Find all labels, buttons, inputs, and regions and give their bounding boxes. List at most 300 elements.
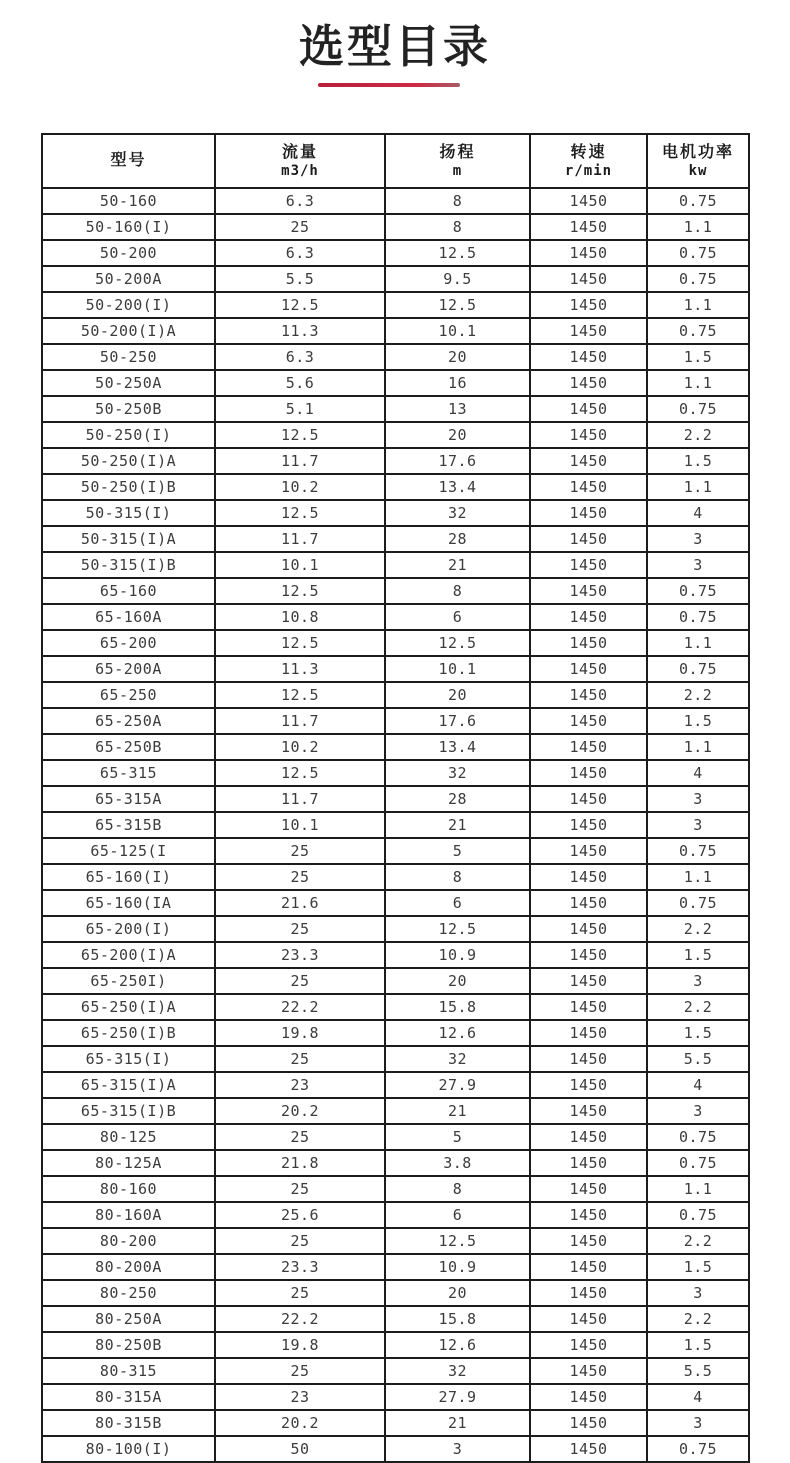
cell-model: 80-160 (42, 1176, 215, 1202)
cell-speed: 1450 (530, 682, 647, 708)
cell-head: 8 (385, 578, 530, 604)
cell-flow: 25 (215, 1046, 385, 1072)
cell-flow: 10.8 (215, 604, 385, 630)
cell-head: 13 (385, 396, 530, 422)
cell-head: 12.5 (385, 292, 530, 318)
col-header-model (42, 134, 215, 188)
cell-speed: 1450 (530, 500, 647, 526)
cell-head: 3 (385, 1436, 530, 1462)
table-row (42, 1436, 749, 1462)
cell-power: 5.5 (647, 1046, 749, 1072)
cell-power: 1.5 (647, 708, 749, 734)
cell-head: 21 (385, 1410, 530, 1436)
table-row (42, 552, 749, 578)
cell-power: 3 (647, 1098, 749, 1124)
cell-flow: 25 (215, 968, 385, 994)
table-row (42, 630, 749, 656)
cell-head: 8 (385, 214, 530, 240)
cell-speed: 1450 (530, 474, 647, 500)
title-underline-accent (318, 83, 460, 87)
cell-model: 50-315(I) (42, 500, 215, 526)
cell-flow: 25 (215, 1124, 385, 1150)
col-header-unit-speed: r/min (564, 162, 613, 179)
table-row (42, 864, 749, 890)
cell-flow: 12.5 (215, 760, 385, 786)
cell-head: 20 (385, 968, 530, 994)
cell-speed: 1450 (530, 1410, 647, 1436)
cell-flow: 25.6 (215, 1202, 385, 1228)
cell-power: 0.75 (647, 1202, 749, 1228)
table-row (42, 240, 749, 266)
cell-power: 1.5 (647, 1332, 749, 1358)
cell-power: 0.75 (647, 604, 749, 630)
cell-model: 80-125A (42, 1150, 215, 1176)
cell-head: 21 (385, 552, 530, 578)
cell-speed: 1450 (530, 1228, 647, 1254)
cell-speed: 1450 (530, 1150, 647, 1176)
cell-speed: 1450 (530, 292, 647, 318)
cell-speed: 1450 (530, 1046, 647, 1072)
cell-model: 80-315 (42, 1358, 215, 1384)
table-row (42, 318, 749, 344)
cell-power: 0.75 (647, 266, 749, 292)
cell-power: 1.1 (647, 370, 749, 396)
cell-flow: 12.5 (215, 682, 385, 708)
cell-flow: 6.3 (215, 188, 385, 214)
cell-flow: 23 (215, 1384, 385, 1410)
cell-speed: 1450 (530, 916, 647, 942)
cell-speed: 1450 (530, 266, 647, 292)
cell-head: 10.1 (385, 318, 530, 344)
cell-speed: 1450 (530, 812, 647, 838)
table-row (42, 292, 749, 318)
cell-flow: 5.6 (215, 370, 385, 396)
cell-speed: 1450 (530, 1332, 647, 1358)
cell-power: 0.75 (647, 1436, 749, 1462)
cell-head: 10.1 (385, 656, 530, 682)
cell-power: 0.75 (647, 838, 749, 864)
cell-speed: 1450 (530, 370, 647, 396)
cell-head: 21 (385, 1098, 530, 1124)
cell-flow: 10.1 (215, 552, 385, 578)
cell-flow: 12.5 (215, 578, 385, 604)
table-row (42, 656, 749, 682)
cell-model: 65-250I) (42, 968, 215, 994)
table-row (42, 1332, 749, 1358)
cell-power: 3 (647, 812, 749, 838)
cell-power: 0.75 (647, 1150, 749, 1176)
cell-flow: 19.8 (215, 1020, 385, 1046)
cell-model: 50-315(I)B (42, 552, 215, 578)
cell-speed: 1450 (530, 1306, 647, 1332)
cell-model: 50-160(I) (42, 214, 215, 240)
cell-speed: 1450 (530, 578, 647, 604)
cell-head: 28 (385, 526, 530, 552)
table-row (42, 1072, 749, 1098)
cell-model: 50-250B (42, 396, 215, 422)
cell-model: 65-250(I)A (42, 994, 215, 1020)
cell-flow: 12.5 (215, 630, 385, 656)
cell-head: 5 (385, 1124, 530, 1150)
cell-head: 20 (385, 344, 530, 370)
cell-speed: 1450 (530, 994, 647, 1020)
cell-power: 0.75 (647, 656, 749, 682)
cell-speed: 1450 (530, 942, 647, 968)
cell-speed: 1450 (530, 864, 647, 890)
cell-flow: 10.2 (215, 474, 385, 500)
table-row (42, 1228, 749, 1254)
cell-flow: 21.8 (215, 1150, 385, 1176)
table-row (42, 916, 749, 942)
col-header-label-power: 电机功率 (661, 143, 734, 161)
cell-power: 4 (647, 760, 749, 786)
table-row (42, 1410, 749, 1436)
cell-speed: 1450 (530, 968, 647, 994)
cell-power: 3 (647, 968, 749, 994)
cell-speed: 1450 (530, 604, 647, 630)
cell-model: 50-315(I)A (42, 526, 215, 552)
cell-flow: 11.7 (215, 526, 385, 552)
cell-flow: 25 (215, 214, 385, 240)
col-header-speed (530, 134, 647, 188)
cell-speed: 1450 (530, 1202, 647, 1228)
cell-speed: 1450 (530, 552, 647, 578)
cell-head: 17.6 (385, 448, 530, 474)
cell-model: 65-200 (42, 630, 215, 656)
cell-power: 1.5 (647, 448, 749, 474)
cell-model: 80-160A (42, 1202, 215, 1228)
cell-head: 6 (385, 890, 530, 916)
cell-speed: 1450 (530, 318, 647, 344)
cell-model: 65-315 (42, 760, 215, 786)
cell-flow: 11.7 (215, 708, 385, 734)
cell-head: 32 (385, 500, 530, 526)
cell-model: 50-200A (42, 266, 215, 292)
cell-model: 80-250B (42, 1332, 215, 1358)
cell-head: 10.9 (385, 1254, 530, 1280)
cell-power: 0.75 (647, 890, 749, 916)
cell-flow: 6.3 (215, 344, 385, 370)
cell-head: 32 (385, 1358, 530, 1384)
cell-power: 0.75 (647, 188, 749, 214)
cell-flow: 22.2 (215, 1306, 385, 1332)
cell-power: 2.2 (647, 1228, 749, 1254)
cell-model: 65-250A (42, 708, 215, 734)
cell-model: 65-200(I) (42, 916, 215, 942)
cell-head: 13.4 (385, 474, 530, 500)
cell-model: 65-160(I) (42, 864, 215, 890)
cell-head: 5 (385, 838, 530, 864)
cell-head: 9.5 (385, 266, 530, 292)
cell-power: 2.2 (647, 422, 749, 448)
table-row (42, 786, 749, 812)
cell-speed: 1450 (530, 656, 647, 682)
cell-head: 8 (385, 864, 530, 890)
col-header-flow (215, 134, 385, 188)
cell-model: 80-315B (42, 1410, 215, 1436)
table-row (42, 448, 749, 474)
cell-model: 65-200(I)A (42, 942, 215, 968)
table-row (42, 812, 749, 838)
col-header-label-speed: 转速 (570, 143, 607, 161)
cell-flow: 25 (215, 1228, 385, 1254)
cell-head: 32 (385, 1046, 530, 1072)
cell-head: 6 (385, 604, 530, 630)
cell-model: 65-200A (42, 656, 215, 682)
cell-power: 1.5 (647, 1254, 749, 1280)
table-row (42, 474, 749, 500)
cell-head: 28 (385, 786, 530, 812)
cell-flow: 11.7 (215, 448, 385, 474)
table-row (42, 1124, 749, 1150)
cell-speed: 1450 (530, 188, 647, 214)
cell-model: 65-160A (42, 604, 215, 630)
cell-model: 80-100(I) (42, 1436, 215, 1462)
cell-flow: 5.5 (215, 266, 385, 292)
cell-speed: 1450 (530, 240, 647, 266)
cell-head: 17.6 (385, 708, 530, 734)
cell-flow: 11.7 (215, 786, 385, 812)
cell-speed: 1450 (530, 734, 647, 760)
cell-head: 12.5 (385, 1228, 530, 1254)
cell-speed: 1450 (530, 708, 647, 734)
cell-speed: 1450 (530, 786, 647, 812)
table-row (42, 1384, 749, 1410)
table-row (42, 1202, 749, 1228)
cell-power: 1.5 (647, 1020, 749, 1046)
table-row (42, 266, 749, 292)
cell-model: 50-250(I)A (42, 448, 215, 474)
table-row (42, 578, 749, 604)
cell-speed: 1450 (530, 1358, 647, 1384)
cell-flow: 10.1 (215, 812, 385, 838)
col-header-label-flow: 流量 (281, 143, 318, 161)
cell-head: 16 (385, 370, 530, 396)
cell-head: 15.8 (385, 994, 530, 1020)
cell-model: 80-250A (42, 1306, 215, 1332)
cell-flow: 25 (215, 838, 385, 864)
cell-speed: 1450 (530, 1384, 647, 1410)
cell-power: 3 (647, 786, 749, 812)
cell-power: 1.1 (647, 292, 749, 318)
cell-speed: 1450 (530, 396, 647, 422)
cell-power: 0.75 (647, 318, 749, 344)
page-title: 选型目录 (298, 21, 491, 72)
table-row (42, 188, 749, 214)
table-row (42, 1098, 749, 1124)
table-row (42, 500, 749, 526)
cell-power: 3 (647, 552, 749, 578)
col-header-unit-power: kw (688, 162, 708, 179)
cell-flow: 25 (215, 916, 385, 942)
cell-model: 50-250(I) (42, 422, 215, 448)
cell-power: 4 (647, 1072, 749, 1098)
cell-speed: 1450 (530, 838, 647, 864)
cell-model: 80-250 (42, 1280, 215, 1306)
cell-flow: 23.3 (215, 1254, 385, 1280)
table-row (42, 396, 749, 422)
cell-model: 65-315(I) (42, 1046, 215, 1072)
cell-power: 1.1 (647, 214, 749, 240)
cell-head: 12.5 (385, 630, 530, 656)
table-row (42, 760, 749, 786)
cell-model: 50-250 (42, 344, 215, 370)
cell-model: 80-125 (42, 1124, 215, 1150)
table-row (42, 734, 749, 760)
table-row (42, 890, 749, 916)
cell-model: 65-250B (42, 734, 215, 760)
cell-speed: 1450 (530, 1254, 647, 1280)
cell-model: 65-250(I)B (42, 1020, 215, 1046)
cell-model: 65-315(I)B (42, 1098, 215, 1124)
table-row (42, 422, 749, 448)
cell-power: 2.2 (647, 916, 749, 942)
cell-power: 1.5 (647, 942, 749, 968)
cell-model: 80-200 (42, 1228, 215, 1254)
cell-head: 8 (385, 1176, 530, 1202)
cell-flow: 6.3 (215, 240, 385, 266)
cell-flow: 19.8 (215, 1332, 385, 1358)
cell-head: 15.8 (385, 1306, 530, 1332)
cell-flow: 22.2 (215, 994, 385, 1020)
cell-flow: 23.3 (215, 942, 385, 968)
cell-model: 65-160 (42, 578, 215, 604)
cell-flow: 11.3 (215, 656, 385, 682)
table-row (42, 1254, 749, 1280)
cell-model: 50-160 (42, 188, 215, 214)
table-row (42, 604, 749, 630)
col-header-power (647, 134, 749, 188)
col-header-unit-flow: m3/h (281, 162, 319, 179)
cell-power: 0.75 (647, 1124, 749, 1150)
cell-speed: 1450 (530, 448, 647, 474)
cell-flow: 20.2 (215, 1098, 385, 1124)
cell-model: 50-200(I) (42, 292, 215, 318)
cell-power: 4 (647, 500, 749, 526)
cell-speed: 1450 (530, 1072, 647, 1098)
cell-flow: 25 (215, 864, 385, 890)
cell-power: 3 (647, 1280, 749, 1306)
cell-flow: 21.6 (215, 890, 385, 916)
cell-head: 20 (385, 1280, 530, 1306)
cell-power: 2.2 (647, 994, 749, 1020)
cell-head: 12.5 (385, 916, 530, 942)
header-row (42, 134, 749, 188)
cell-flow: 20.2 (215, 1410, 385, 1436)
cell-head: 32 (385, 760, 530, 786)
cell-head: 12.6 (385, 1020, 530, 1046)
cell-power: 2.2 (647, 682, 749, 708)
cell-model: 65-160(IA (42, 890, 215, 916)
cell-flow: 5.1 (215, 396, 385, 422)
cell-power: 1.1 (647, 734, 749, 760)
cell-flow: 12.5 (215, 500, 385, 526)
cell-speed: 1450 (530, 890, 647, 916)
cell-flow: 25 (215, 1280, 385, 1306)
table-row (42, 994, 749, 1020)
cell-speed: 1450 (530, 1280, 647, 1306)
cell-power: 3 (647, 526, 749, 552)
table-row (42, 1306, 749, 1332)
cell-power: 1.1 (647, 1176, 749, 1202)
cell-speed: 1450 (530, 760, 647, 786)
cell-head: 8 (385, 188, 530, 214)
cell-speed: 1450 (530, 1098, 647, 1124)
table-header (42, 134, 749, 188)
cell-model: 50-200 (42, 240, 215, 266)
cell-flow: 25 (215, 1358, 385, 1384)
cell-power: 0.75 (647, 396, 749, 422)
cell-model: 65-250 (42, 682, 215, 708)
cell-model: 65-315A (42, 786, 215, 812)
cell-flow: 25 (215, 1176, 385, 1202)
cell-flow: 11.3 (215, 318, 385, 344)
table-row (42, 1176, 749, 1202)
table-row (42, 370, 749, 396)
cell-head: 21 (385, 812, 530, 838)
cell-model: 65-125(I (42, 838, 215, 864)
cell-model: 50-250A (42, 370, 215, 396)
cell-model: 50-250(I)B (42, 474, 215, 500)
cell-power: 0.75 (647, 240, 749, 266)
cell-head: 6 (385, 1202, 530, 1228)
table-row (42, 214, 749, 240)
cell-power: 1.1 (647, 864, 749, 890)
cell-power: 1.5 (647, 344, 749, 370)
cell-power: 4 (647, 1384, 749, 1410)
table-body (42, 188, 749, 1462)
cell-speed: 1450 (530, 422, 647, 448)
table-row (42, 942, 749, 968)
cell-flow: 23 (215, 1072, 385, 1098)
cell-head: 27.9 (385, 1384, 530, 1410)
cell-model: 80-200A (42, 1254, 215, 1280)
cell-flow: 12.5 (215, 422, 385, 448)
cell-model: 50-200(I)A (42, 318, 215, 344)
cell-model: 80-315A (42, 1384, 215, 1410)
cell-flow: 50 (215, 1436, 385, 1462)
cell-flow: 12.5 (215, 292, 385, 318)
table-row (42, 1150, 749, 1176)
cell-head: 3.8 (385, 1150, 530, 1176)
cell-power: 2.2 (647, 1306, 749, 1332)
cell-model: 65-315B (42, 812, 215, 838)
table-row (42, 1020, 749, 1046)
cell-power: 0.75 (647, 578, 749, 604)
cell-power: 1.1 (647, 630, 749, 656)
cell-head: 13.4 (385, 734, 530, 760)
cell-speed: 1450 (530, 1124, 647, 1150)
table-row (42, 344, 749, 370)
table-row (42, 526, 749, 552)
cell-speed: 1450 (530, 526, 647, 552)
table-row (42, 1280, 749, 1306)
table-row (42, 708, 749, 734)
cell-head: 27.9 (385, 1072, 530, 1098)
cell-speed: 1450 (530, 630, 647, 656)
cell-model: 65-315(I)A (42, 1072, 215, 1098)
cell-power: 3 (647, 1410, 749, 1436)
cell-head: 20 (385, 682, 530, 708)
cell-head: 20 (385, 422, 530, 448)
cell-speed: 1450 (530, 1176, 647, 1202)
col-header-unit-head: m (452, 162, 463, 179)
cell-power: 5.5 (647, 1358, 749, 1384)
cell-head: 12.5 (385, 240, 530, 266)
col-header-label-head: 扬程 (439, 143, 476, 161)
table-row (42, 968, 749, 994)
cell-speed: 1450 (530, 1436, 647, 1462)
